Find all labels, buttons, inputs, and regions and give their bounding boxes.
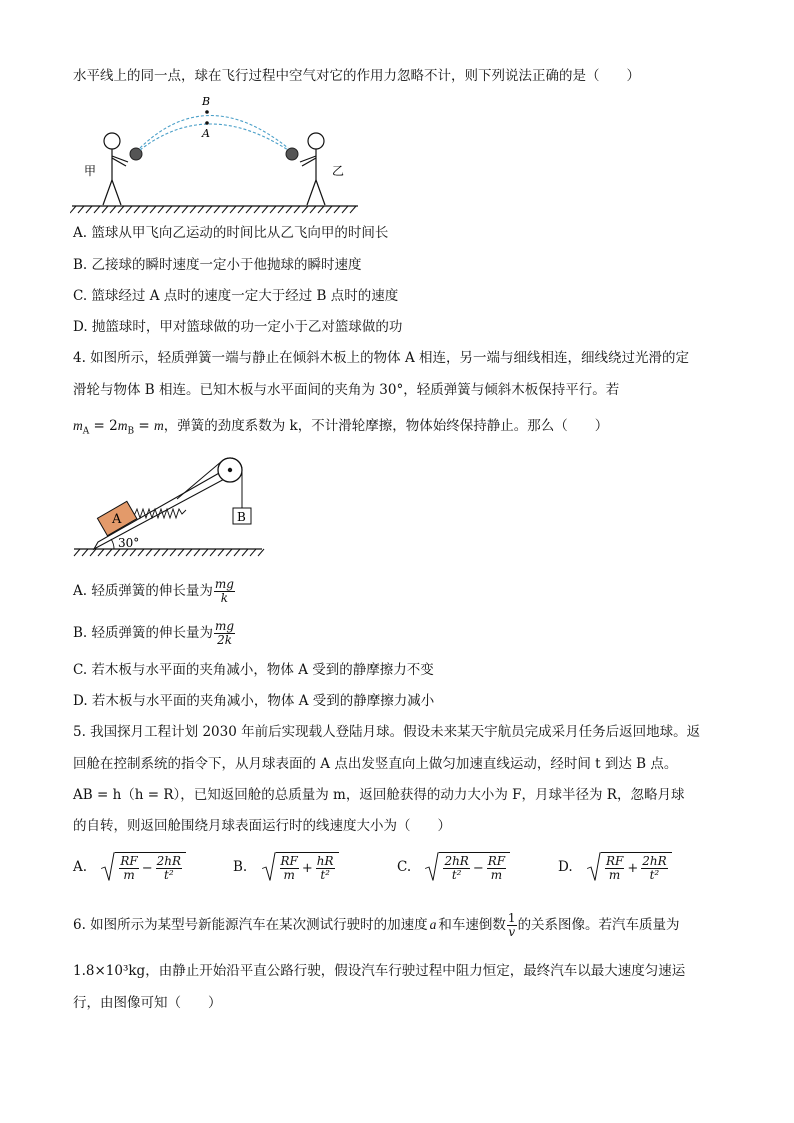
q4-option-b-fraction: $\frac{mg}{2k}$ [215,619,235,647]
q6-inverse-speed-fraction: $\frac{1}{v}$ [507,911,516,939]
q4-option-a-fraction: $\frac{mg}{k}$ [214,577,234,605]
label-angle: 30° [118,536,140,550]
q4-option-b: B. 轻质弹簧的伸长量为 $\frac{mg}{2k}$ [73,619,235,647]
q3-option-c: C. 篮球经过 A 点时的速度一定大于经过 B 点时的速度 [73,288,399,304]
q6-line-2: 1.8×10³kg，由静止开始沿平直公路行驶，假设汽车行驶过程中阻力恒定，最终汽车以最大速度匀速运 [73,963,686,979]
q4-line-1: 4. 如图所示，轻质弹簧一端与静止在倾斜木板上的物体 A 相连，另一端与细线相连，细线绕过光滑的定 [73,350,690,366]
q4-line-3-rest: ，弹簧的劲度系数为 k，不计滑轮摩擦，物体始终保持静止。那么（ ） [163,418,609,434]
q4-line-3 [73,417,608,441]
q3-figure-basketball [70,92,365,214]
q6-mass-value: 1.8×10³kg [73,963,146,979]
label-yi: 乙 [332,164,345,178]
trajectory-b [140,116,288,149]
q4-figure-incline [70,452,270,562]
q4-mass-formula: $m_A = 2m_B = m$ [73,418,164,437]
q5-line-4: 的自转，则返回舱围绕月球表面运行时的线速度大小为（ ） [73,818,451,834]
trajectory-a [140,124,288,150]
basketball-right [286,148,298,160]
q3-option-d: D. 抛篮球时，甲对篮球做的功一定小于乙对篮球做的功 [73,319,403,335]
q4-line-2: 滑轮与物体 B 相连。已知木板与水平面间的夹角为 30°，轻质弹簧与倾斜木板保持平行。若 [73,382,620,398]
q5-line-2: 回舱在控制系统的指令下，从月球表面的 A 点出发竖直向上做匀加速直线运动，经时间 t 到达 B 点。 [73,756,678,772]
q6-line-1: 6. 如图所示为某型号新能源汽车在某次测试行驶时的加速度 a 和车速倒数 $\frac{1}{v}$ 的关系图像。若汽车质量为 [73,911,680,939]
label-block-a: A [112,512,122,527]
person-yi [300,133,325,205]
q5-line-1: 5. 我国探月工程计划 2030 年前后实现载人登陆月球。假设未来某天宇航员完成采月任务后返回地球。返 [73,724,701,740]
label-point-b: B [202,95,211,108]
q3-option-b: B. 乙接球的瞬时速度一定小于他抛球的瞬时速度 [73,257,362,273]
q3-stem-tail: 水平线上的同一点，球在飞行过程中空气对它的作用力忽略不计，则下列说法正确的是（ ） [73,68,640,84]
q5-option-d: D. $\frac{RF}{m}$ + $\frac{2hR}{\text{t²}}$ [558,852,672,882]
q4-option-c: C. 若木板与水平面的夹角减小，物体 A 受到的静摩擦力不变 [73,662,434,678]
q5-option-c: C. $\frac{2hR}{\text{t²}}$ − $\frac{RF}{m}$ [397,852,510,882]
q5-line-3: AB = h（h = R），已知返回舱的总质量为 m，返回舱获得的动力大小为 F，月球半径为 R，忽略月球 [73,787,685,803]
q4-option-d: D. 若木板与水平面的夹角减小，物体 A 受到的静摩擦力减小 [73,693,435,709]
label-jia: 甲 [84,164,97,178]
q5-option-a: A. $\frac{RF}{m}$ − $\frac{2hR}{\text{t²}}$ [73,852,186,882]
q6-line-3: 行，由图像可知（ ） [73,995,222,1011]
label-point-a: A [202,127,210,140]
person-jia [103,133,128,205]
q5-option-b: B. $\frac{RF}{m}$ + $\frac{hR}{\text{t²}}$ [233,852,339,882]
label-block-b: B [237,510,246,524]
q3-option-a: A. 篮球从甲飞向乙运动的时间比从乙飞向甲的时间长 [73,225,389,241]
q4-option-a: A. 轻质弹簧的伸长量为 $\frac{mg}{k}$ [73,577,234,605]
